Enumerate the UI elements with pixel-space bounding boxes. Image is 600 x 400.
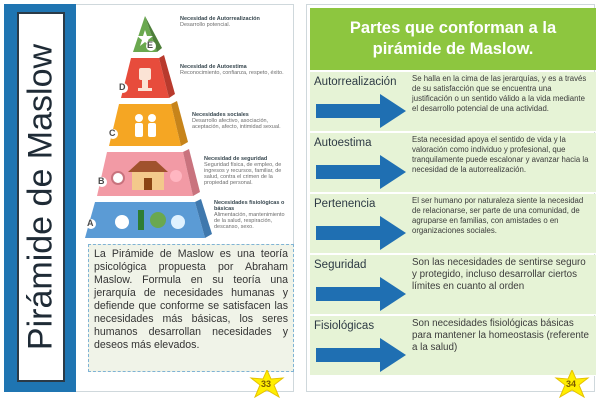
pyramid-label-a-name: Necesidades fisiológicas o básicas: [214, 200, 285, 212]
pyramid-label-d: [180, 64, 290, 76]
row-pertenencia: [310, 194, 596, 254]
pyramid-label-c-detail: Desarrollo afectivo, asociación, aceptación, afecto, intimidad sexual.: [192, 118, 281, 130]
row-autoestima: [310, 133, 596, 193]
row-label: Seguridad: [314, 259, 367, 271]
row-label: Fisiológicas: [314, 320, 375, 332]
side-title: Pirámide de Maslow: [21, 43, 60, 351]
pyramid-letter-e: E: [147, 40, 154, 50]
right-header-title: Partes que conforman a la pirámide de Maslow.: [349, 19, 557, 58]
pyramid-letter-a: A: [87, 218, 94, 228]
pyramid-label-b: [204, 156, 292, 186]
arrow-right-icon: [316, 94, 406, 128]
arrow-right-icon: [316, 277, 406, 311]
pyramid-label-e: [180, 16, 260, 28]
description-box: [88, 244, 294, 372]
pyramid-label-d-name: Necesidad de Autoestima: [180, 64, 247, 70]
pyramid-label-d-detail: Reconocimiento, confianza, respeto, éxito.: [180, 70, 284, 76]
page-number-left: 33: [261, 379, 272, 389]
row-description: Son las necesidades de sentirse seguro y protegido, incluso desarrollar ciertos límites en cuanto al orden: [412, 257, 586, 292]
pyramid-label-a-detail: Alimentación, mantenimiento de la salud, respiración, descanso, sexo.: [214, 212, 285, 230]
pyramid-label-e-detail: Desarrollo potencial.: [180, 22, 231, 28]
pyramid-label-c: [192, 112, 292, 130]
pyramid-label-e-name: Necesidad de Autorrealización: [180, 16, 260, 22]
row-description: Esta necesidad apoya el sentido de vida y la valoración como individuo y profesional, que tranquilamente puede escalonar y avanzar hacia la necesidad de la autorrealización.: [412, 135, 589, 174]
maslow-pyramid-illustration: [80, 8, 294, 240]
pyramid-tier-a: [85, 202, 205, 238]
right-header: [310, 8, 596, 70]
row-label: Autorrealización: [314, 76, 397, 88]
pyramid-letter-b: B: [98, 176, 105, 186]
side-title-box: [17, 12, 65, 382]
row-autorrealizacion: [310, 72, 596, 132]
pyramid-tier-c: [109, 104, 181, 146]
row-description: El ser humano por naturaleza siente la necesidad de relacionarse, ser parte de una comunidad, de agruparse en familias, con amistades o en organizaciones sociales.: [412, 196, 584, 235]
pyramid-label-c-name: Necesidades sociales: [192, 112, 249, 118]
arrow-right-icon: [316, 216, 406, 250]
row-fisiologicas: [310, 316, 596, 376]
row-description: Se halla en la cima de las jerarquías, y es a través de su satisfacción que se encuentra una justificación o un sentido válido a la vida mediante el desarrollo potencial de una actividad.: [412, 74, 587, 113]
pyramid-letter-d: D: [119, 82, 126, 92]
row-label: Autoestima: [314, 137, 372, 149]
pyramid-label-b-detail: Seguridad física, de empleo, de ingresos y recursos, familiar, de salud, contra el crimen de la propiedad personal.: [204, 162, 282, 186]
page-number-right: 34: [566, 379, 577, 389]
arrow-right-icon: [316, 155, 406, 189]
row-label: Pertenencia: [314, 198, 376, 210]
row-description: Son necesidades fisiológicas básicas para mantener la homeostasis (referente a la salud): [412, 318, 589, 353]
description-text: La Pirámide de Maslow es una teoría psicológica propuesta por Abraham Maslow. Formula en su teoría una jerarquía de necesidades humanas y defiende que conforme se satisfacen las necesidades más básicas, los seres humanos desarrollan necesidades y deseos más elevados.: [94, 248, 288, 351]
pyramid-label-b-name: Necesidad de seguridad: [204, 156, 268, 162]
pyramid-label-a: [214, 200, 292, 230]
row-seguridad: [310, 255, 596, 315]
arrow-right-icon: [316, 338, 406, 372]
pyramid-letter-c: C: [109, 128, 116, 138]
